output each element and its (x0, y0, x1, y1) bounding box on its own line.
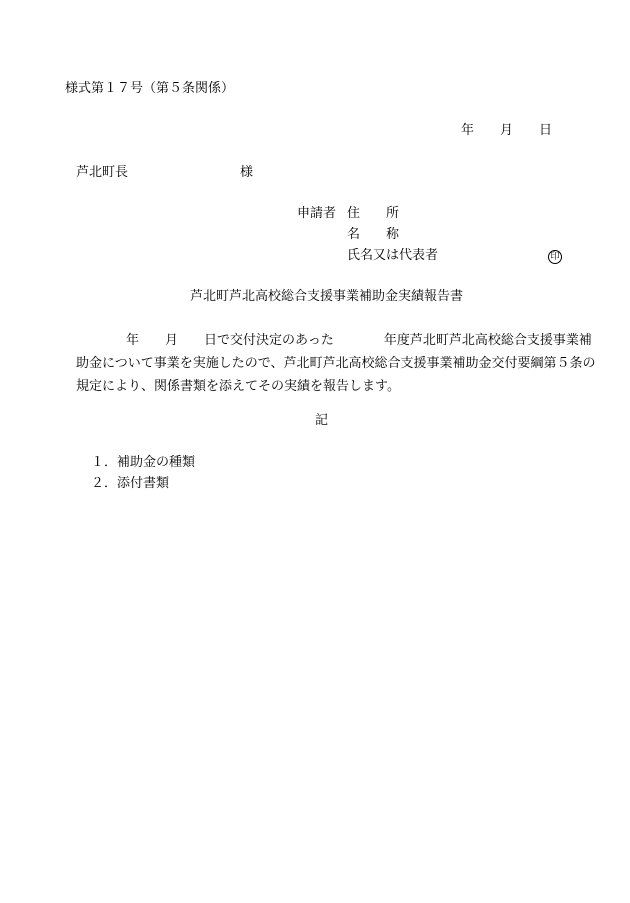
seal-icon: 印 (548, 250, 562, 264)
document-title: 芦北町芦北高校総合支援事業補助金実績報告書 (190, 289, 464, 304)
applicant-name-label: 名 称 (347, 227, 400, 242)
body-line-3: 規定により、関係書類を添えてその実績を報告します。 (76, 379, 400, 394)
body-decision-text: 日で交付決定のあった (204, 333, 334, 348)
list-item: ２．添付書類 (91, 476, 170, 491)
body-line-2: 助金について事業を実施したので、芦北町芦北高校総合支援事業補助金交付要綱第５条の (76, 356, 596, 371)
body-line-1-rest: 年度芦北町芦北高校総合支援事業補 (383, 333, 592, 348)
ki-heading: 記 (315, 413, 329, 428)
date-year-label: 年 (461, 123, 475, 138)
seal-mark (548, 248, 562, 264)
date-month-label: 月 (500, 123, 514, 138)
addressee-honorific: 様 (240, 165, 254, 180)
body-paragraph (76, 329, 596, 398)
applicant-role: 申請者 (297, 206, 337, 221)
body-line-1 (76, 329, 592, 352)
form-number: 様式第１７号（第５条関係） (65, 81, 235, 96)
date-day-label: 日 (539, 123, 553, 138)
applicant-representative-label: 氏名又は代表者 (347, 248, 439, 263)
addressee-name: 芦北町長 (76, 165, 129, 180)
body-month-label: 月 (165, 333, 179, 348)
applicant-address-label: 住 所 (347, 206, 400, 221)
list-item: １．補助金の種類 (91, 455, 196, 470)
body-year-label: 年 (126, 333, 140, 348)
